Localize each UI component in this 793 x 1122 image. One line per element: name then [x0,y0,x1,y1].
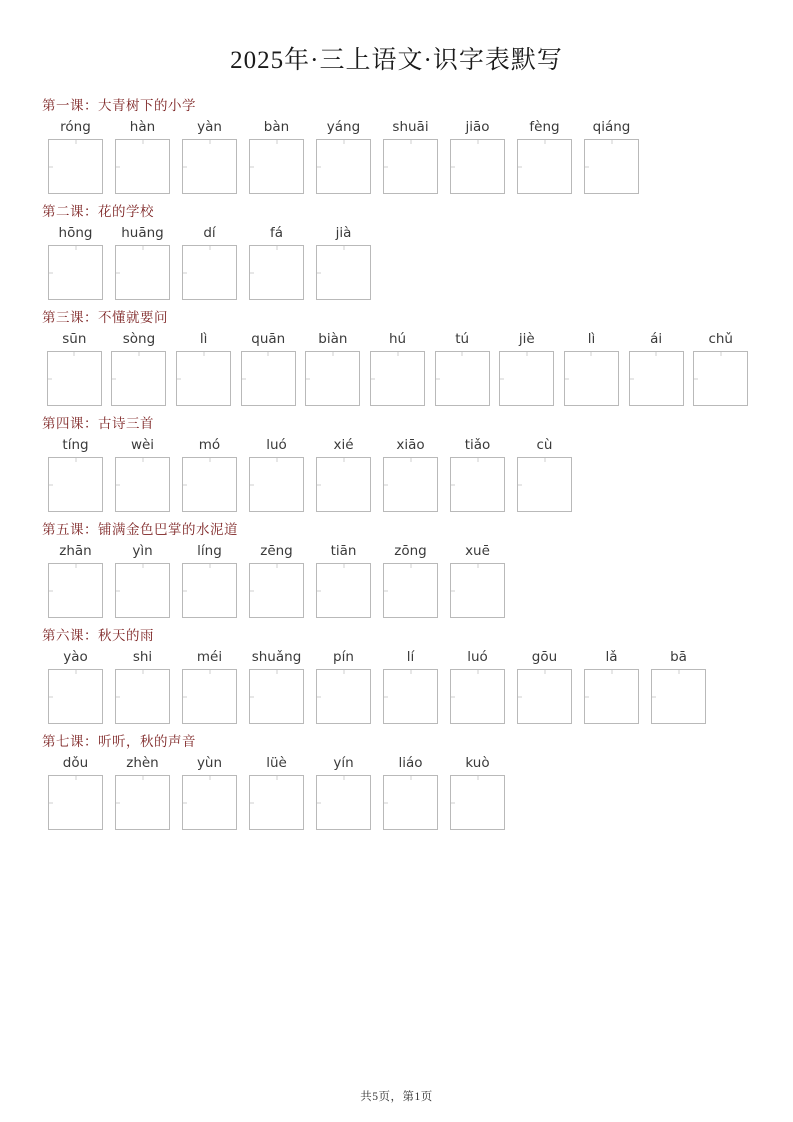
character-cell [511,648,578,724]
tianzige-writing-box[interactable] [629,351,684,406]
character-cell [176,648,243,724]
pinyin-label: yùn [196,755,223,771]
pinyin-label: yàn [197,119,222,135]
pinyin-label: jiè [518,331,535,347]
character-cell [42,436,109,512]
lesson-title: 第五课：铺满金色巴掌的水泥道 [42,522,238,537]
character-cell [377,542,444,618]
pinyin-label: fèng [529,119,560,135]
character-cell [109,754,176,830]
tianzige-writing-box[interactable] [499,351,554,406]
tianzige-writing-box[interactable] [115,563,170,618]
lesson-section [40,412,753,512]
character-cell [511,118,578,194]
character-cell [310,118,377,194]
tianzige-writing-box[interactable] [316,775,371,830]
pinyin-label: chǔ [708,331,733,347]
pinyin-label: tiān [330,543,357,559]
tianzige-writing-box[interactable] [48,669,103,724]
character-cell [42,330,107,406]
lesson-title: 第一课：大青树下的小学 [42,98,196,113]
character-cell [511,436,578,512]
character-cell [171,330,236,406]
character-cell [109,436,176,512]
lesson-section [40,518,753,618]
tianzige-writing-box[interactable] [564,351,619,406]
pinyin-label: sūn [62,331,87,347]
character-cell [107,330,172,406]
character-cell [310,754,377,830]
pinyin-label: huāng [121,225,164,241]
tianzige-writing-box[interactable] [111,351,166,406]
pinyin-label: jià [335,225,352,241]
pinyin-label: shi [132,649,153,665]
tianzige-writing-box[interactable] [182,563,237,618]
tianzige-writing-box[interactable] [450,563,505,618]
tianzige-writing-box[interactable] [316,563,371,618]
pinyin-label: lǎ [605,649,618,665]
tianzige-writing-box[interactable] [517,669,572,724]
pinyin-label: zhān [59,543,92,559]
character-cell [444,118,511,194]
character-cell [377,436,444,512]
pinyin-label: méi [196,649,223,665]
pinyin-label: hàn [129,119,156,135]
pinyin-label: yáng [326,119,361,135]
pinyin-label: tíng [62,437,89,453]
character-cell [444,436,511,512]
character-cell [42,754,109,830]
pinyin-label: lì [587,331,596,347]
pinyin-label: yín [333,755,354,771]
pinyin-label: tiǎo [464,437,491,453]
tianzige-writing-box[interactable] [182,775,237,830]
tianzige-writing-box[interactable] [48,563,103,618]
pinyin-label: lí [406,649,415,665]
character-grid-row [42,754,753,830]
character-cell [578,648,645,724]
pinyin-label: bàn [263,119,290,135]
tianzige-writing-box[interactable] [249,563,304,618]
pinyin-label: shuāi [392,119,429,135]
pinyin-label: cù [536,437,553,453]
character-cell [42,118,109,194]
character-cell [243,118,310,194]
lesson-section [40,306,753,406]
tianzige-writing-box[interactable] [693,351,748,406]
lesson-section [40,94,753,194]
pinyin-label: ái [650,331,663,347]
character-grid-row [42,436,753,512]
pinyin-label: xiāo [396,437,425,453]
pinyin-label: róng [60,119,91,135]
tianzige-writing-box[interactable] [47,351,102,406]
character-cell [444,648,511,724]
pinyin-label: kuò [465,755,490,771]
tianzige-writing-box[interactable] [316,457,371,512]
lesson-section [40,200,753,300]
tianzige-writing-box[interactable] [370,351,425,406]
pinyin-label: biàn [318,331,348,347]
tianzige-writing-box[interactable] [305,351,360,406]
tianzige-writing-box[interactable] [651,669,706,724]
tianzige-writing-box[interactable] [241,351,296,406]
character-cell [176,542,243,618]
character-cell [377,648,444,724]
tianzige-writing-box[interactable] [182,139,237,194]
pinyin-label: sòng [122,331,156,347]
character-cell [236,330,301,406]
tianzige-writing-box[interactable] [383,775,438,830]
character-cell [444,542,511,618]
tianzige-writing-box[interactable] [249,775,304,830]
pinyin-label: fá [269,225,284,241]
character-cell [243,648,310,724]
tianzige-writing-box[interactable] [115,669,170,724]
character-cell [109,648,176,724]
tianzige-writing-box[interactable] [48,139,103,194]
tianzige-writing-box[interactable] [115,139,170,194]
character-cell [243,224,310,300]
character-cell [310,648,377,724]
page-title: 2025年·三上语文·识字表默写 [230,47,563,74]
character-grid-row [42,224,753,300]
character-grid-row [42,648,753,724]
page-footer: 共5页，第1页 [360,1091,433,1103]
tianzige-writing-box[interactable] [249,669,304,724]
character-cell [624,330,689,406]
pinyin-label: xuē [465,543,490,559]
lesson-title: 第七课：听听，秋的声音 [42,734,196,749]
pinyin-label: wèi [130,437,155,453]
character-cell [243,754,310,830]
pinyin-label: liáo [398,755,423,771]
pinyin-label: zēng [260,543,293,559]
tianzige-writing-box[interactable] [249,139,304,194]
character-cell [310,224,377,300]
character-cell [176,754,243,830]
pinyin-label: qiáng [592,119,631,135]
pinyin-label: gōu [531,649,558,665]
tianzige-writing-box[interactable] [435,351,490,406]
pinyin-label: yìn [132,543,153,559]
pinyin-label: zhèn [126,755,159,771]
character-cell [42,542,109,618]
tianzige-writing-box[interactable] [182,669,237,724]
tianzige-writing-box[interactable] [450,669,505,724]
character-cell [109,224,176,300]
pinyin-label: bā [670,649,687,665]
pinyin-label: jiāo [465,119,490,135]
pinyin-label: luó [467,649,488,665]
tianzige-writing-box[interactable] [316,139,371,194]
character-cell [377,754,444,830]
tianzige-writing-box[interactable] [517,457,572,512]
pinyin-label: xié [333,437,354,453]
character-cell [365,330,430,406]
character-cell [176,118,243,194]
character-grid-row [42,330,753,406]
tianzige-writing-box[interactable] [115,457,170,512]
pinyin-label: hú [388,331,407,347]
tianzige-writing-box[interactable] [383,563,438,618]
character-cell [243,542,310,618]
character-cell [444,754,511,830]
tianzige-writing-box[interactable] [517,139,572,194]
tianzige-writing-box[interactable] [383,457,438,512]
tianzige-writing-box[interactable] [316,669,371,724]
pinyin-label: shuǎng [251,649,302,665]
tianzige-writing-box[interactable] [450,457,505,512]
tianzige-writing-box[interactable] [176,351,231,406]
tianzige-writing-box[interactable] [182,245,237,300]
pinyin-label: pín [333,649,354,665]
tianzige-writing-box[interactable] [584,669,639,724]
character-grid-row [42,542,753,618]
character-cell [688,330,753,406]
character-cell [176,436,243,512]
lesson-list [40,94,753,830]
lesson-title: 第二课：花的学校 [42,204,154,219]
character-cell [494,330,559,406]
character-cell [42,224,109,300]
pinyin-label: lüè [266,755,287,771]
tianzige-writing-box[interactable] [115,245,170,300]
character-cell [430,330,495,406]
pinyin-label: dí [203,225,216,241]
pinyin-label: luó [266,437,287,453]
character-cell [109,118,176,194]
pinyin-label: hōng [58,225,93,241]
character-cell [377,118,444,194]
lesson-title: 第四课：古诗三首 [42,416,154,431]
tianzige-writing-box[interactable] [450,139,505,194]
character-grid-row [42,118,753,194]
tianzige-writing-box[interactable] [249,457,304,512]
character-cell [243,436,310,512]
pinyin-label: tú [455,331,470,347]
character-cell [645,648,712,724]
pinyin-label: quān [251,331,286,347]
tianzige-writing-box[interactable] [48,775,103,830]
character-cell [42,648,109,724]
pinyin-label: yào [63,649,88,665]
character-cell [578,118,645,194]
character-cell [310,542,377,618]
tianzige-writing-box[interactable] [249,245,304,300]
pinyin-label: mó [198,437,221,453]
lesson-title: 第三课：不懂就要问 [42,310,168,325]
tianzige-writing-box[interactable] [48,457,103,512]
tianzige-writing-box[interactable] [316,245,371,300]
lesson-title: 第六课：秋天的雨 [42,628,154,643]
pinyin-label: líng [197,543,222,559]
pinyin-label: zōng [394,543,427,559]
tianzige-writing-box[interactable] [182,457,237,512]
character-cell [301,330,366,406]
tianzige-writing-box[interactable] [48,245,103,300]
tianzige-writing-box[interactable] [584,139,639,194]
character-cell [559,330,624,406]
character-cell [310,436,377,512]
tianzige-writing-box[interactable] [383,669,438,724]
pinyin-label: lì [199,331,208,347]
tianzige-writing-box[interactable] [115,775,170,830]
character-cell [109,542,176,618]
character-cell [176,224,243,300]
pinyin-label: dǒu [62,755,89,771]
lesson-section [40,624,753,724]
tianzige-writing-box[interactable] [383,139,438,194]
lesson-section [40,730,753,830]
tianzige-writing-box[interactable] [450,775,505,830]
